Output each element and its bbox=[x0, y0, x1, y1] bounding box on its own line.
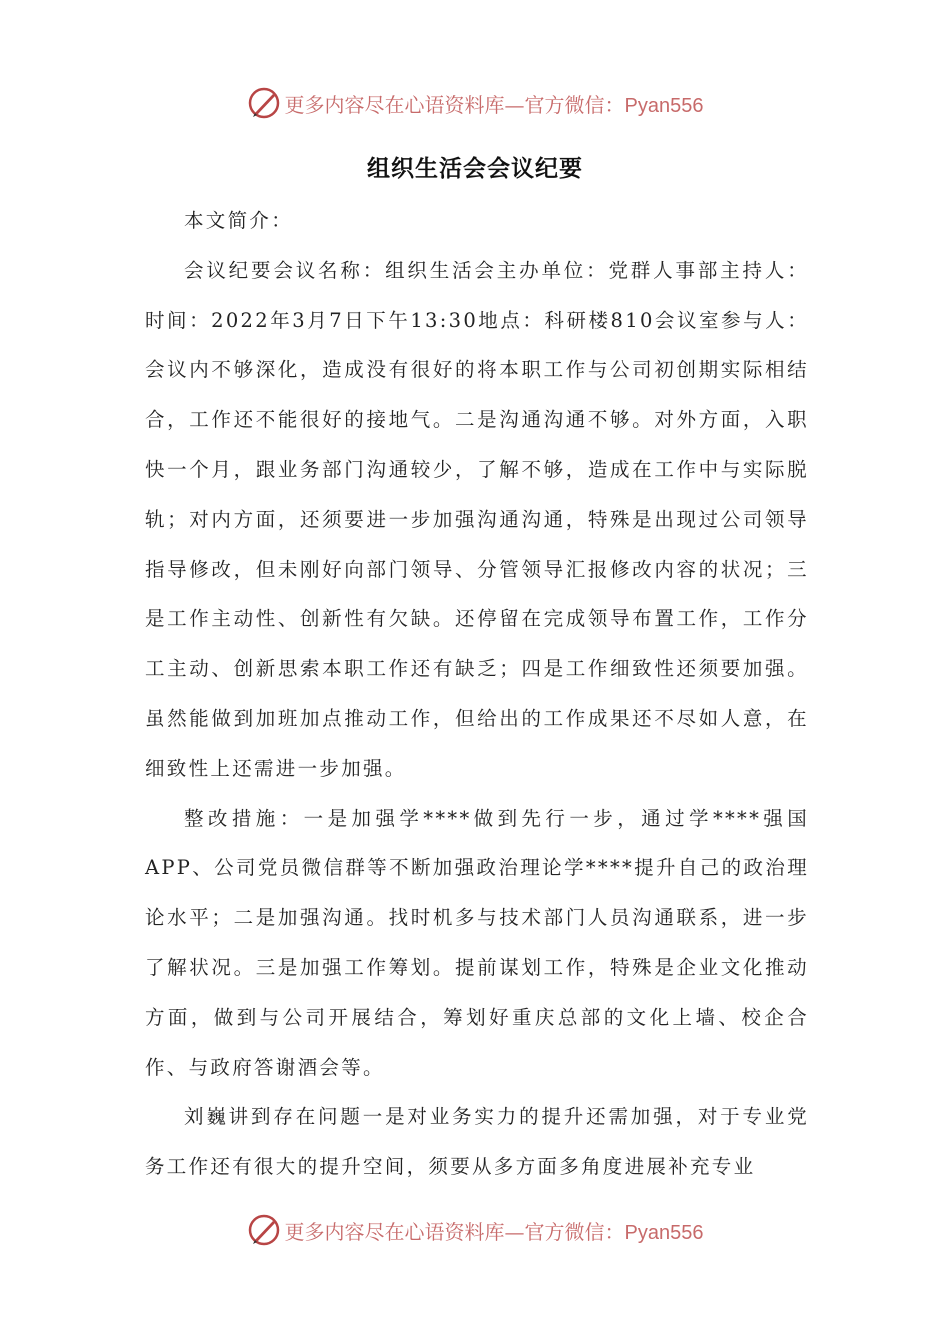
paragraph-intro: 本文简介： bbox=[184, 209, 294, 232]
watermark-banner-top bbox=[0, 83, 950, 123]
paragraph-minutes: 会议纪要会议名称：组织生活会主办单位：党群人事部主持人：时间：2022年3月7日下午13:30地点：科研楼810会议室参与人：会议内不够深化，造成没有很好的将本职工作与公司初创期实际相结合，工作还不能很好的接地气。二是沟通沟通不够。对外方面，入职快一个月，跟业务部门沟通较少，了解不够，造成在工作中与实际脱轨；对内方面，还须要进一步加强沟通沟通，特殊是出现过公司领导指导修改，但未刚好向部门领导、分管领导汇报修改内容的状况；三是工作主动性、创新性有欠缺。还停留在完成领导布置工作，工作分工主动、创新思索本职工作还有缺乏；四是工作细致性还须要加强。虽然能做到加班加点推动工作，但给出的工作成果还不尽如人意，在细致性上还需进一步加强。 bbox=[145, 258, 809, 780]
pen-logo-icon bbox=[247, 86, 281, 120]
pen-logo-icon bbox=[247, 1213, 281, 1247]
document-body bbox=[145, 196, 809, 1192]
document-title: 组织生活会会议纪要 bbox=[367, 155, 583, 182]
paragraph-measures: 整改措施：一是加强学****做到先行一步，通过学****强国APP、公司党员微信群等不断加强政治理论学****提升自己的政治理论水平；二是加强沟通。找时机多与技术部门人员沟通联系，进一步了解状况。三是加强工作筹划。提前谋划工作，特殊是企业文化推动方面，做到与公司开展结合，筹划好重庆总部的文化上墙、校企合作、与政府答谢酒会等。 bbox=[145, 806, 809, 1079]
watermark-text: 更多内容尽在心语资料库—官方微信：Pyan556 bbox=[284, 92, 704, 117]
watermark-banner-bottom bbox=[0, 1210, 950, 1250]
watermark-text: 更多内容尽在心语资料库—官方微信：Pyan556 bbox=[284, 1219, 704, 1244]
paragraph-liuwei: 刘巍讲到存在问题一是对业务实力的提升还需加强，对于专业党务工作还有很大的提升空间，须要从多方面多角度进展补充专业 bbox=[145, 1105, 809, 1179]
